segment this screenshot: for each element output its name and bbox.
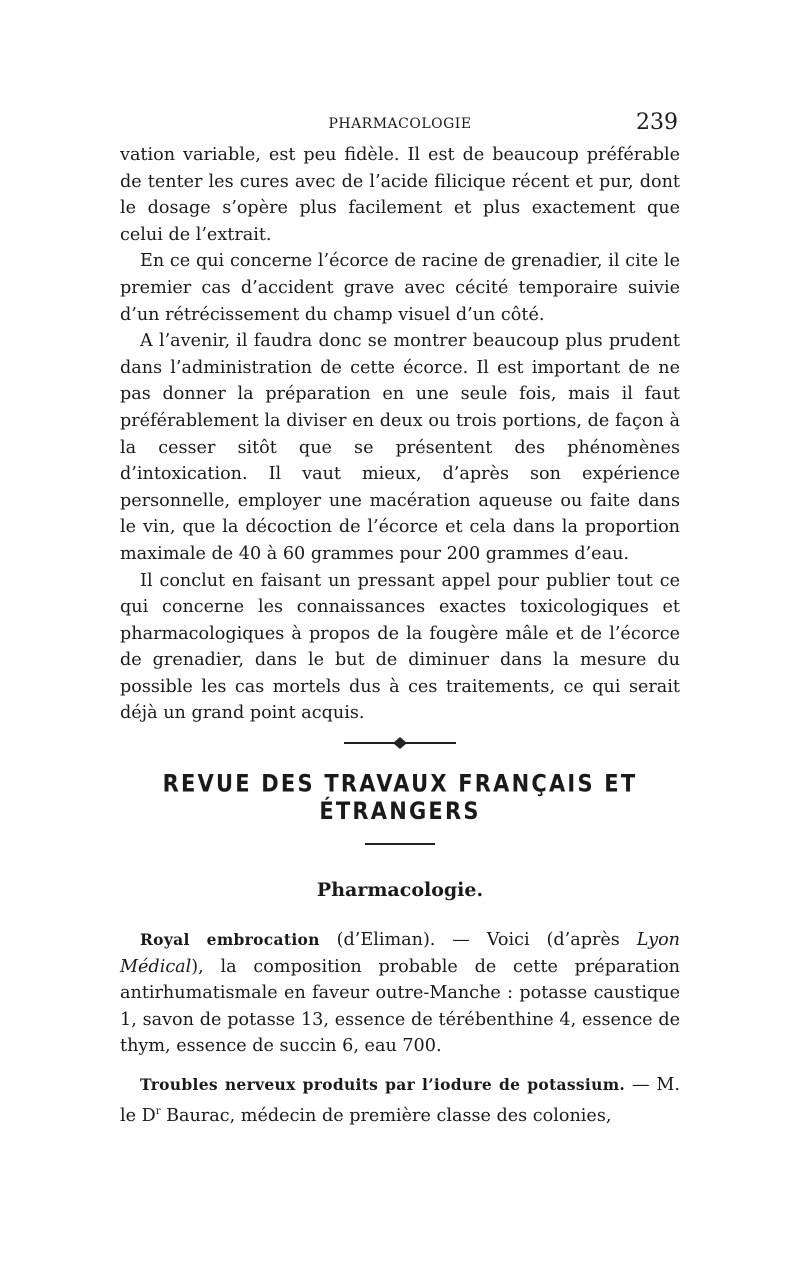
running-head (120, 112, 680, 142)
paragraph-conclusion: Il conclut en faisant un pressant appel pour publier tout ce qui concerne les connaissances exactes toxicologiques et pharmacologiques à propos de la fougère mâle et de l’écorce de grenadier, dans le but de diminuer dans la mesure du possible les cas mortels dus à ces traitements, ce qui serait déjà un grand point acquis. (120, 570, 680, 724)
entry-text: ), la composition probable de cette préparation antirhumatismale en faveur outre-Manche : potasse caustique 1, savon de potasse 13, essence de térébenthine 4, essence de thym, essence de succin 6, eau 700. (120, 956, 680, 1057)
section-title: REVUE DES TRAVAUX FRANÇAIS ET ÉTRANGERS (162, 769, 638, 825)
ornament-divider-icon (340, 737, 460, 749)
page-number: 239 (636, 110, 678, 135)
running-title: PHARMACOLOGIE (328, 116, 472, 132)
paragraph-continuation: vation variable, est peu fidèle. Il est de beaucoup préférable de tenter les cures avec de l’acide filicique récent et pur, dont le dosage s’opère plus facilement et plus exactement que celui de l’extrait. (120, 145, 680, 245)
entry-text: (d’Eliman). — Voici (d’après (319, 930, 637, 951)
entry-text: — M. le D (120, 1075, 680, 1126)
paragraph-grenadier: En ce qui concerne l’écorce de racine de grenadier, il cite le premier cas d’accident grave avec cécité temporaire suivie d’un rétrécissement du champ visuel d’un côté. (120, 251, 680, 325)
entry-source: Lyon Médical (120, 930, 680, 977)
entry-royal-embrocation (120, 927, 680, 1060)
paragraph-avenir: A l’avenir, il faudra donc se montrer beaucoup plus prudent dans l’administration de cette écorce. Il est important de ne pas donner la préparation en une seule fois, mais il faut préférablement la diviser en deux ou trois portions, de façon à la cesser sitôt que se présentent des phénomènes d’intoxication. Il vaut mieux, d’après son expérience personnelle, employer une macération aqueuse ou faite dans le vin, que la décoction de l’écorce et cela dans la proportion maximale de 40 à 60 grammes pour 200 grammes d’eau. (120, 331, 680, 564)
page (120, 112, 680, 1129)
entry-superscript: r (155, 1105, 161, 1117)
section-rule (365, 843, 435, 845)
entry-troubles-nerveux (120, 1072, 680, 1129)
entry-heading: Troubles nerveux produits par l’iodure de potassium. (140, 1075, 626, 1095)
entry-heading: Royal embrocation (140, 930, 320, 950)
subsection-title: Pharmacologie. (316, 879, 484, 902)
entry-text: Baurac, médecin de première classe des colonies, (160, 1105, 612, 1126)
